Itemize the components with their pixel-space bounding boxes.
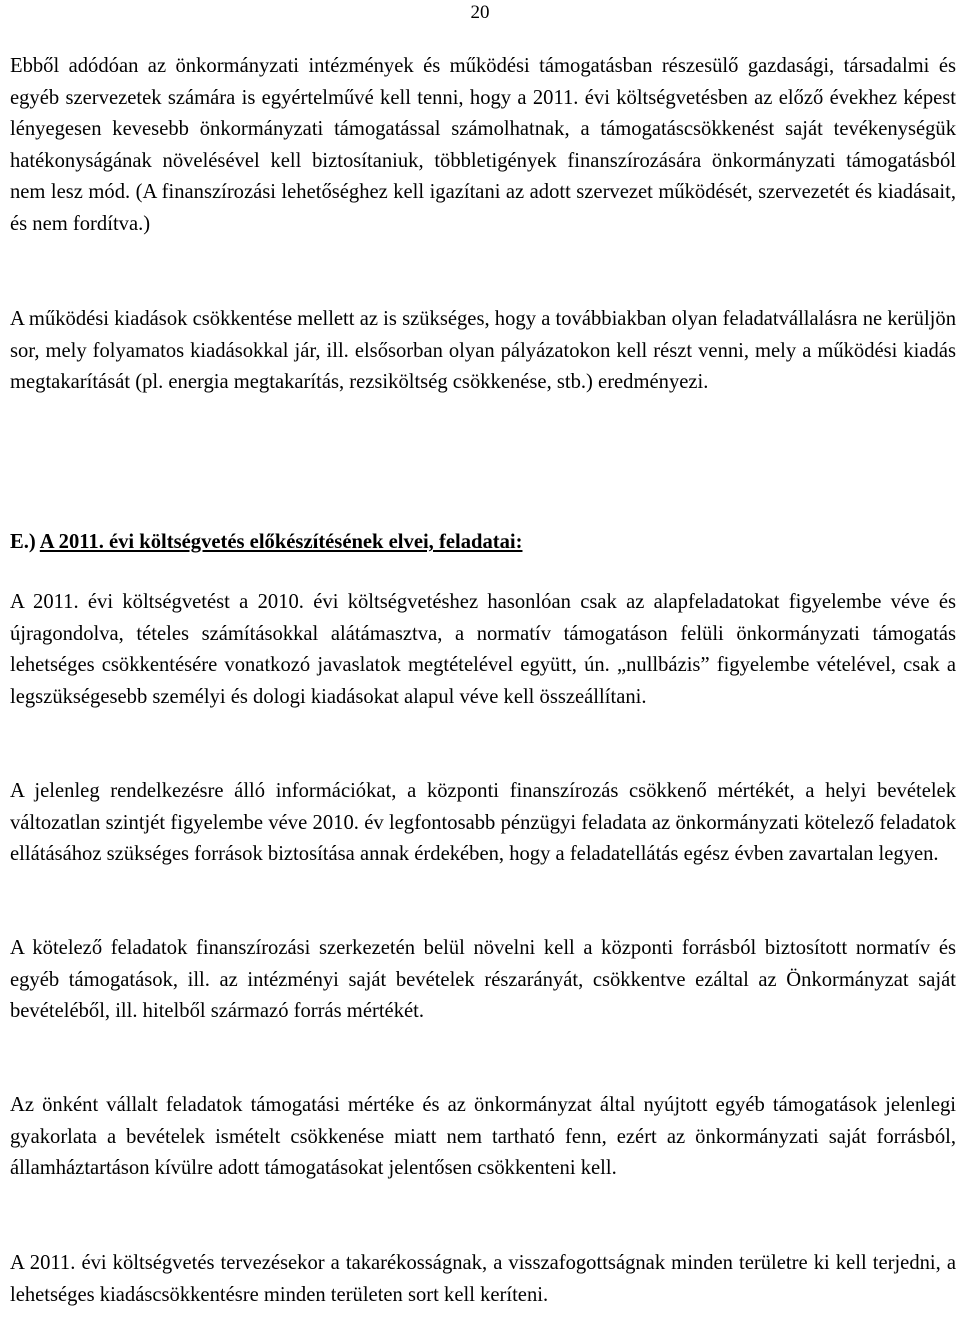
section-heading-prefix: E.) bbox=[10, 531, 36, 553]
paragraph-3: A 2011. évi költségvetést a 2010. évi költségvetéshez hasonlóan csak az alapfeladatokat figyelembe véve és újragondolva, tételes számításokkal alátámasztva, a normatív támogatáson felüli önkormányzati támogatás lehetséges csökkentésére vonatkozó javaslatok megtételével együtt, ún. „nullbázis” figyelembe vételével, csak a legszükségesebb személyi és dologi kiadásokat alapul véve kell összeállítani. bbox=[10, 591, 956, 708]
paragraph-6: Az önként vállalt feladatok támogatási mértéke és az önkormányzat által nyújtott egyéb támogatások jelenlegi gyakorlata a bevételek ismételt csökkenése miatt nem tartható fenn, ezért az önkormányzati saját forrásból, államháztartáson kívülre adott támogatásokat jelentősen csökkenteni kell. bbox=[10, 1094, 956, 1180]
paragraph-4: A jelenleg rendelkezésre álló információkat, a központi finanszírozás csökkenő mértékét, a helyi bevételek változatlan szintjét figyelembe véve 2010. év legfontosabb pénzügyi feladata az önkormányzati kötelező feladatok ellátásához szükséges források biztosítása annak érdekében, hogy a feladatellátás egész évben zavartalan legyen. bbox=[10, 780, 956, 866]
section-heading bbox=[10, 527, 522, 558]
section-heading-title: A 2011. évi költségvetés előkészítésének elvei, feladatai: bbox=[39, 531, 523, 553]
paragraph-5: A kötelező feladatok finanszírozási szerkezetén belül növelni kell a központi forrásból biztosított normatív és egyéb támogatások, ill. az intézményi saját bevételek részarányát, csökkentve ezáltal az Önkormányzat saját bevételéből, ill. hitelből származó forrás mértékét. bbox=[10, 937, 956, 1023]
page-number: 20 bbox=[470, 2, 490, 23]
paragraph-2: A működési kiadások csökkentése mellett az is szükséges, hogy a továbbiakban olyan feladatvállalásra ne kerüljön sor, mely folyamatos kiadásokkal jár, ill. elsősorban olyan pályázatokon kell részt venni, mely a működési kiadás megtakarítását (pl. energia megtakarítás, rezsiköltség csökkenése, stb.) eredményezi. bbox=[10, 308, 956, 394]
paragraph-7: A 2011. évi költségvetés tervezésekor a takarékosságnak, a visszafogottságnak minden területre ki kell terjedni, a lehetséges kiadáscsökkentésre minden területen sort kell keríteni. bbox=[10, 1252, 956, 1306]
paragraph-1: Ebből adódóan az önkormányzati intézmények és működési támogatásban részesülő gazdasági, társadalmi és egyéb szervezetek számára is egyértelművé kell tenni, hogy a 2011. évi költségvetésben az előző évekhez képest lényegesen kevesebb önkormányzati támogatással számolhatnak, a támogatáscsökkenést saját tevékenységük hatékonyságának növelésével kell biztosítaniuk, többletigények finanszírozására önkormányzati támogatásból nem lesz mód. (A finanszírozási lehetőséghez kell igazítani az adott szervezet működését, szervezetét és kiadásait, és nem fordítva.) bbox=[10, 55, 956, 235]
